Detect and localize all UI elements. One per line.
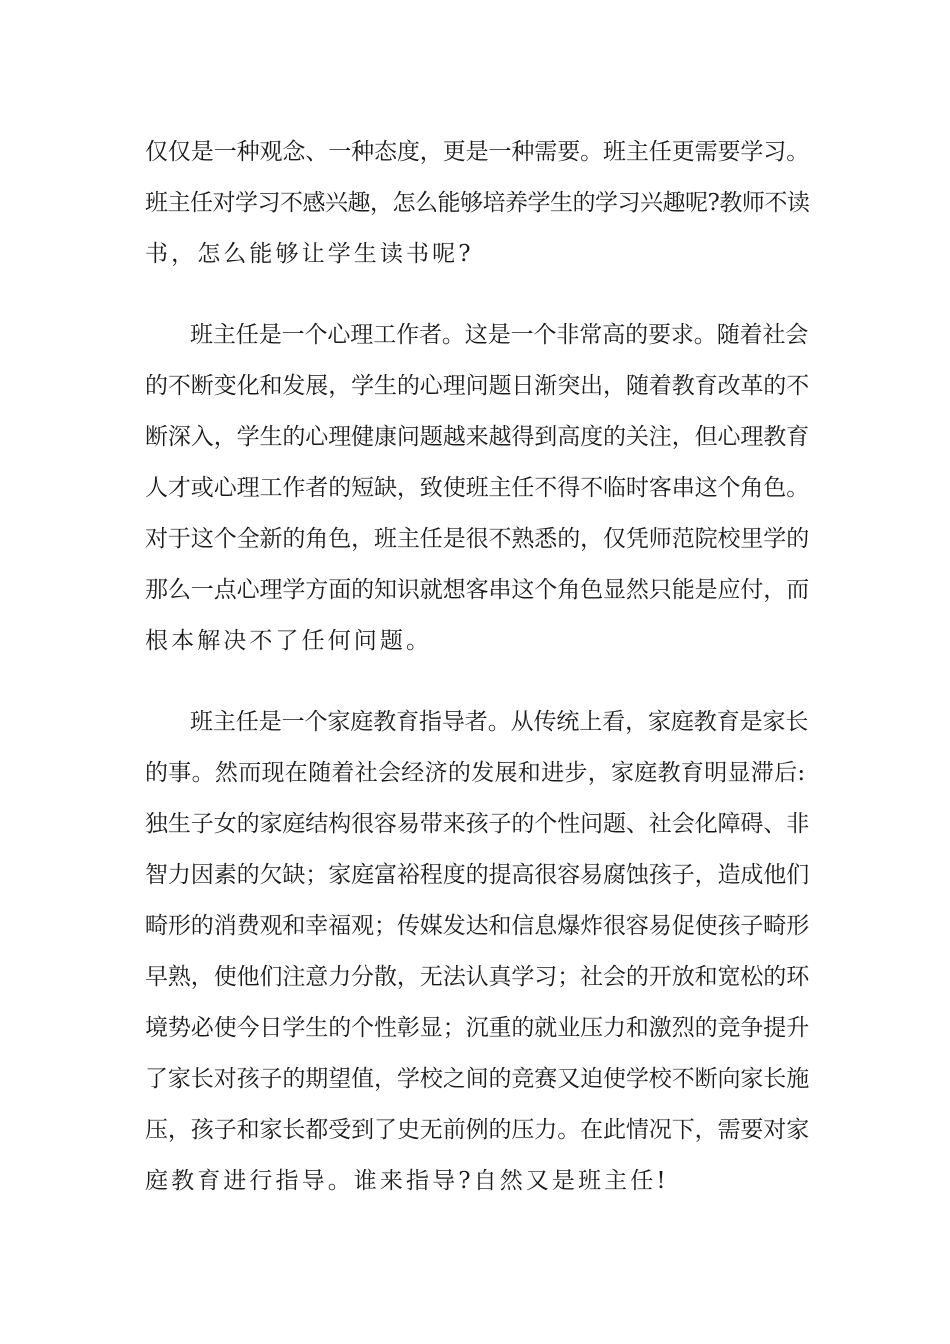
- text-line: 了家长对孩子的期望值，学校之间的竞赛又迫使学校不断向家长施: [145, 1066, 810, 1092]
- text-line: 畸形的消费观和幸福观；传媒发达和信息爆炸很容易促使孩子畸形: [145, 913, 810, 939]
- text-line: 仅仅是一种观念、一种态度，更是一种需要。班主任更需要学习。: [145, 139, 810, 165]
- text-line: 压，孩子和家长都受到了史无前例的压力。在此情况下，需要对家: [145, 1117, 810, 1143]
- text-line: 根本解决不了任何问题。: [145, 628, 433, 654]
- text-line: 的不断变化和发展，学生的心理问题日渐突出，随着教育改革的不: [145, 373, 810, 399]
- text-line: 班主任是一个心理工作者。这是一个非常高的要求。随着社会: [190, 322, 809, 348]
- text-line: 书，怎么能够让学生读书呢?: [145, 241, 474, 267]
- text-line: 庭教育进行指导。谁来指导?自然又是班主任!: [145, 1168, 669, 1194]
- text-line: 的事。然而现在随着社会经济的发展和进步，家庭教育明显滞后:: [145, 760, 806, 786]
- text-line: 班主任对学习不感兴趣，怎么能够培养学生的学习兴趣呢?教师不读: [145, 190, 810, 216]
- text-line: 对于这个全新的角色，班主任是很不熟悉的，仅凭师范院校里学的: [145, 526, 810, 552]
- text-line: 智力因素的欠缺；家庭富裕程度的提高很容易腐蚀孩子，造成他们: [145, 862, 810, 888]
- text-line: 人才或心理工作者的短缺，致使班主任不得不临时客串这个角色。: [145, 475, 810, 501]
- text-line: 那么一点心理学方面的知识就想客串这个角色显然只能是应付，而: [145, 577, 810, 603]
- text-line: 班主任是一个家庭教育指导者。从传统上看，家庭教育是家长: [190, 709, 809, 735]
- text-line: 早熟，使他们注意力分散，无法认真学习；社会的开放和宽松的环: [145, 964, 810, 990]
- text-line: 断深入，学生的心理健康问题越来越得到高度的关注，但心理教育: [145, 424, 810, 450]
- text-line: 独生子女的家庭结构很容易带来孩子的个性问题、社会化障碍、非: [145, 811, 810, 837]
- text-line: 境势必使今日学生的个性彰显；沉重的就业压力和激烈的竞争提升: [145, 1015, 810, 1041]
